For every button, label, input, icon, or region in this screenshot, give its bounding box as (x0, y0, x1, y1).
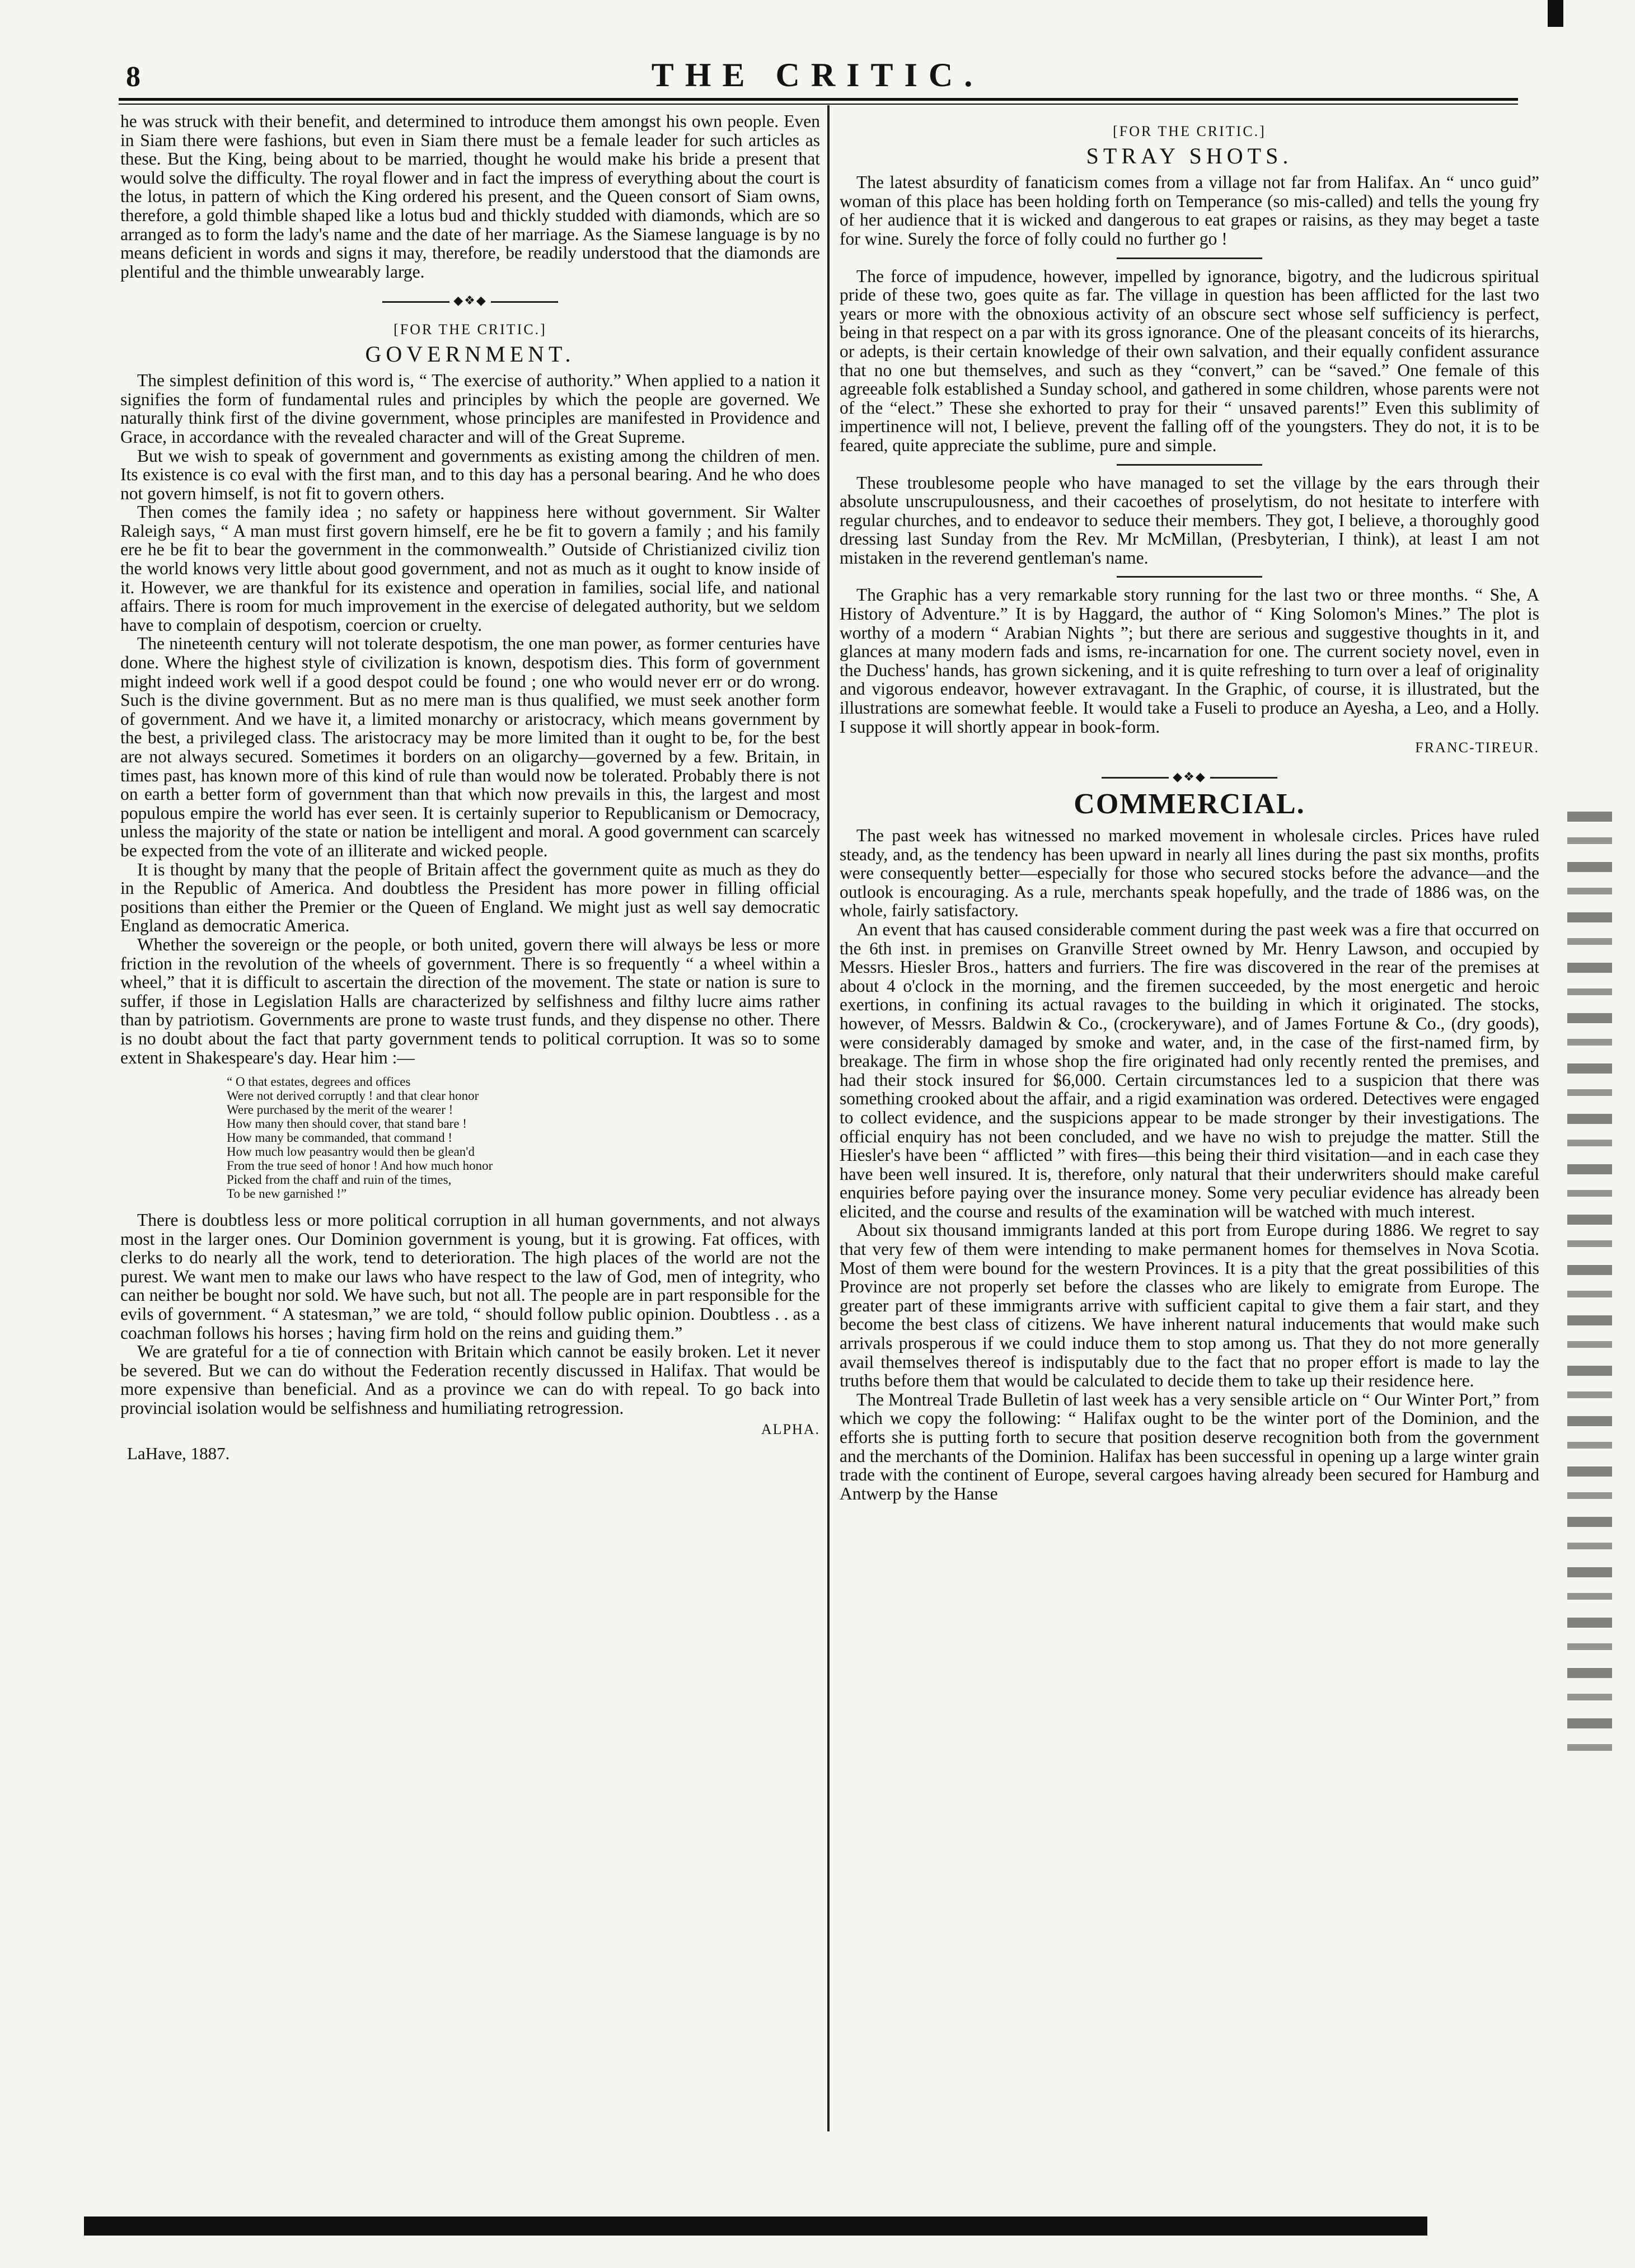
article-paragraph: These troublesome people who have managed to set the village by the ears through their absolute unscrupulousness, and their cacoethes of proselytism, do not hesitate to interfere with regular churches, and to endeavor to seduce their members. They got, I believe, a thoroughly good dressing last Sunday from the Rev. Mr McMillan, (Presbyterian, I think), at least I am not mistaken in the reverend gentleman's name. (840, 472, 1539, 568)
poem-line: To be new garnished !” (227, 1187, 347, 1201)
article-paragraph: The nineteenth century will not tolerate despotism, the one man power, as former centuries have done. Where the highest style of civilization is known, despotism dies. This form of government might indeed work well if a good despot could be found ; one who would never err or do wrong. Such is the divine government. But as no mere man is thus qualified, we must seek another form of government. And we have it, a limited monarchy or aristocracy, which means government by the best, a privileged class. The aristocracy may be more limited than it ought to be, for the best are not always secured. Sometimes it borders on an oligarchy—governed by a few. Britain, in times past, has known more of this kind of rule than would now be tolerated. Probably there is not on earth a better form of government than that which now prevails in this, the largest and most populous empire the world has ever seen. It is certainly superior to Republicanism or Democracy, unless the majority of the state or nation be intelligent and moral. A good government can scarcely be expected from the vote of an illiterate and wicked people. (120, 634, 820, 860)
scan-edge-noise (1567, 812, 1612, 1763)
article-paragraph: The latest absurdity of fanaticism comes from a village not far from Halifax. An “ unco guid” woman of this place has been holding forth on Temperance (so mis-called) and tells the young fry of her audience that it is wicked and dangerous to eat grapes or raisins, as they may beget a taste for wine. Surely the force of folly could no further go ! (840, 172, 1539, 249)
header-rule (119, 98, 1518, 105)
stray-shots-heading: STRAY SHOTS. (1086, 143, 1293, 168)
poem-line: How many be commanded, that command ! (227, 1131, 453, 1145)
poem-line: From the true seed of honor ! And how much honor (227, 1159, 493, 1173)
section-label: [FOR THE CRITIC.] (393, 321, 547, 338)
article-paragraph: The simplest definition of this word is, “ The exercise of authority.” When applied to a nation it signifies the form of fundamental rules and principles by which the people are governed. We naturally think first of the divine government, whose principles are manifested in Providence and Grace, in accordance with the revealed character and will of the Great Supreme. (120, 371, 820, 447)
poem-line: How much low peasantry would then be glean'd (227, 1145, 475, 1159)
author-signature: FRANC-TIREUR. (1415, 739, 1539, 756)
masthead: THE CRITIC. (651, 57, 984, 93)
article-paragraph: There is doubtless less or more political corruption in all human governments, and not always most in the larger ones. Our Dominion government is young, but it is growing. Fat offices, with clerks to do nearly all the work, tend to deterioration. The high places of the world are not the purest. We want men to make our laws who have respect to the law of God, men of integrity, who can neither be bought nor sold. We have such, but not all. The people are in part responsible for the evils of government. “ A statesman,” we are told, “ should follow public opinion. Doubtless . . as a coachman follows his horses ; having firm hold on the reins and guiding them.” (120, 1210, 820, 1343)
column-divider (827, 105, 830, 2131)
paragraph-rule (1117, 464, 1262, 466)
shakespeare-quote (227, 1075, 820, 1201)
page-number: 8 (126, 61, 140, 93)
ornament-divider: ◆❖◆ (120, 291, 820, 310)
commercial-heading: COMMERCIAL. (1074, 788, 1305, 821)
scan-corner-mark (1548, 0, 1563, 27)
article-paragraph: Whether the sovereign or the people, or both united, govern there will always be less or more friction in the revolution of the wheels of government. There is so frequently “ a wheel within a wheel,” that it is difficult to ascertain the direction of the movement. The state or nation is sure to suffer, if those in Legislation Halls are characterized by selfishness and filthy lucre aims rather than by patriotism. Governments are prone to waste trust funds, and they dispense no other. There is no doubt about the fact that party government tends to political corruption. It was so to some extent in Shakespeare's day. Hear him :— (120, 934, 820, 1067)
scan-bottom-bar (84, 2217, 1427, 2236)
poem-line: Were purchased by the merit of the wearer ! (227, 1103, 453, 1117)
author-signature: ALPHA. (761, 1421, 820, 1437)
right-column (840, 112, 1539, 1503)
poem-line: Picked from the chaff and ruin of the times, (227, 1173, 452, 1187)
commercial-paragraph: The past week has witnessed no marked movement in wholesale circles. Prices have ruled steady, and, as the tendency has been upward in nearly all lines during the past six months, profits were consequently better—especially for those who secured stocks before the advance—and the outlook is encouraging. As a rule, merchants speak hopefully, and the trade of 1886 was, on the whole, fairly satisfactory. (840, 826, 1539, 921)
commercial-paragraph: An event that has caused considerable comment during the past week was a fire that occurred on the 6th inst. in premises on Granville Street owned by Mr. Henry Lawson, and occupied by Messrs. Hiesler Bros., hatters and furriers. The fire was discovered in the rear of the premises at about 4 o'clock in the morning, and the firemen succeeded, by the most energetic and heroic exertions, in confining its actual ravages to the building in which it originated. The stocks, however, of Messrs. Baldwin & Co., (crockeryware), and of James Fortune & Co., (dry goods), were considerably damaged by smoke and water, and, in the case of the first-named firm, by breakage. The firm in whose shop the fire originated had only recently rented the premises, and had their stock insured for $6,000. Certain circumstances led to a suspicion that there was something crooked about the affair, and a rigid examination was ordered. Detectives were engaged to collect evidence, and the suspicions appear to be made stronger by their investigations. The official enquiry has not been concluded, and we have no wish to prejudge the matter. Still the Hiesler's have been “ afflicted ” with fires—this being their third visitation—and in each case they have been well insured. It is, therefore, only natural that their underwriters should make careful enquiries before paying over the insurance money. Some very peculiar evidence has already been elicited, and the course and results of the examination will be watched with much interest. (840, 919, 1539, 1221)
commercial-paragraph: The Montreal Trade Bulletin of last week has a very sensible article on “ Our Winter Port,” from which we copy the following: “ Halifax ought to be the winter port of the Dominion, and the efforts she is putting forth to secure that position deserve recognition both from the government and the merchants of the Dominion. Halifax has been successful in opening up a large winter grain trade with the continent of Europe, several cargoes having already been secured for Hamburg and Antwerp by the Hanse (840, 1389, 1539, 1503)
poem-line: How many then should cover, that stand bare ! (227, 1117, 467, 1131)
paragraph-rule (1117, 576, 1262, 578)
paragraph-rule (1117, 257, 1262, 259)
article-paragraph: It is thought by many that the people of Britain affect the government quite as much as they do in the Republic of America. And doubtless the President has more power in filling official positions than either the Premier or the Queen of England. We might just as well say democratic England as democratic America. (120, 859, 820, 936)
commercial-paragraph: About six thousand immigrants landed at this port from Europe during 1886. We regret to say that very few of them were intending to make permanent homes for themselves in Nova Scotia. Most of them were bound for the western Provinces. It is a pity that the great possibilities of this Province are not properly set before the classes who are likely to emigrate from Europe. The greater part of these immigrants arrive with sufficient capital to give them a fair start, and they become the best class of citizens. We have inherent natural inducements that would make such arrivals prosperous if we could induce them to stop among us. That they do not more generally avail themselves thereof is indisputably due to the fact that no proper effort is made to lay the truths before them that would be calculated to decide them to take up their residence here. (840, 1220, 1539, 1391)
siam-paragraph: he was struck with their benefit, and determined to introduce them amongst his own people. Even in Siam there were fashions, but even in Siam there must be a female leader for such articles as these. But the King, being about to be married, thought he would make his bride a present that would solve the difficulty. The royal flower and in fact the impress of everything about the court is the lotus, in pattern of which the King ordered his present, and the Queen consort of Siam owns, therefore, a gold thimble shaped like a lotus bud and thickly studded with diamonds, which are so arranged as to form the lady's name and the date of her marriage. As the Siamese language is by no means deficient in words and signs it may, therefore, be readily understood that the diamonds are plentiful and the thimble unwearably large. (120, 111, 820, 282)
government-heading: GOVERNMENT. (365, 341, 575, 367)
poem-line: Were not derived corruptly ! and that clear honor (227, 1089, 479, 1103)
article-paragraph: Then comes the family idea ; no safety or happiness here without government. Sir Walter Raleigh says, “ A man must first govern himself, ere he be fit to govern a family ; and his family ere he be fit to bear the government in the commonwealth.” Outside of Christianized civiliz tion the world knows very little about good government, and not as much as it ought to know inside of it. However, we are thankful for its existence and operation in families, social life, and national affairs. There is room for much improvement in the exercise of delegated authority, but we seldom have to complain of despotism, coercion or cruelty. (120, 502, 820, 635)
article-paragraph: The Graphic has a very remarkable story running for the last two or three months. “ She, A History of Adventure.” It is by Haggard, the author of “ King Solomon's Mines.” The plot is worthy of a modern “ Arabian Nights ”; but there are serious and suggestive thoughts in it, and glances at many modern fads and isms, re-incarnation for one. The current society novel, even in the Duchess' hands, has grown sickening, and it is quite refreshing to turn over a leaf of originality and vigorous endeavor, however extravagant. In the Graphic, of course, it is illustrated, but the illustrations are somewhat feeble. It would take a Fuseli to produce an Ayesha, a Leo, and a Holly. I suppose it will shortly appear in book-form. (840, 585, 1539, 737)
left-column (120, 112, 820, 1463)
dateline: LaHave, 1887. (127, 1444, 230, 1464)
article-paragraph: But we wish to speak of government and governments as existing among the children of men. Its existence is co eval with the first man, and to this day has a personal bearing. And he who does not govern himself, is not fit to govern others. (120, 446, 820, 503)
article-paragraph: We are grateful for a tie of connection with Britain which cannot be easily broken. Let it never be severed. But we can do without the Federation recently discussed in Halifax. That would be more expensive than beneficial. And as a province we can do with repeal. To go back into provincial isolation would be selfishness and humiliating retrogression. (120, 1342, 820, 1418)
ornament-divider: ◆❖◆ (840, 767, 1539, 786)
article-paragraph: The force of impudence, however, impelled by ignorance, bigotry, and the ludicrous spiritual pride of these two, goes quite as far. The village in question has been afflicted for the last two years or more with the obnoxious activity of an obscure sect whose self sufficiency is perfect, being in that respect on a par with its gross ignorance. One of the pleasant conceits of its hierarchs, or adepts, is their certain knowledge of their own salvation, and their equally confident assurance that no one but themselves, and such as they “convert,” can be “saved.” One female of this agreeable folk established a Sunday school, and gathered in some children, whose parents were not of the “elect.” These she exhorted to pray for their “ unsaved parents!” Even this sublimity of impertinence will not, I believe, prevent the falling off of the youngsters. They do not, it is to be feared, quite appreciate the sublime, pure and simple. (840, 266, 1539, 455)
section-label: [FOR THE CRITIC.] (1113, 123, 1266, 139)
poem-line: “ O that estates, degrees and offices (227, 1075, 411, 1089)
